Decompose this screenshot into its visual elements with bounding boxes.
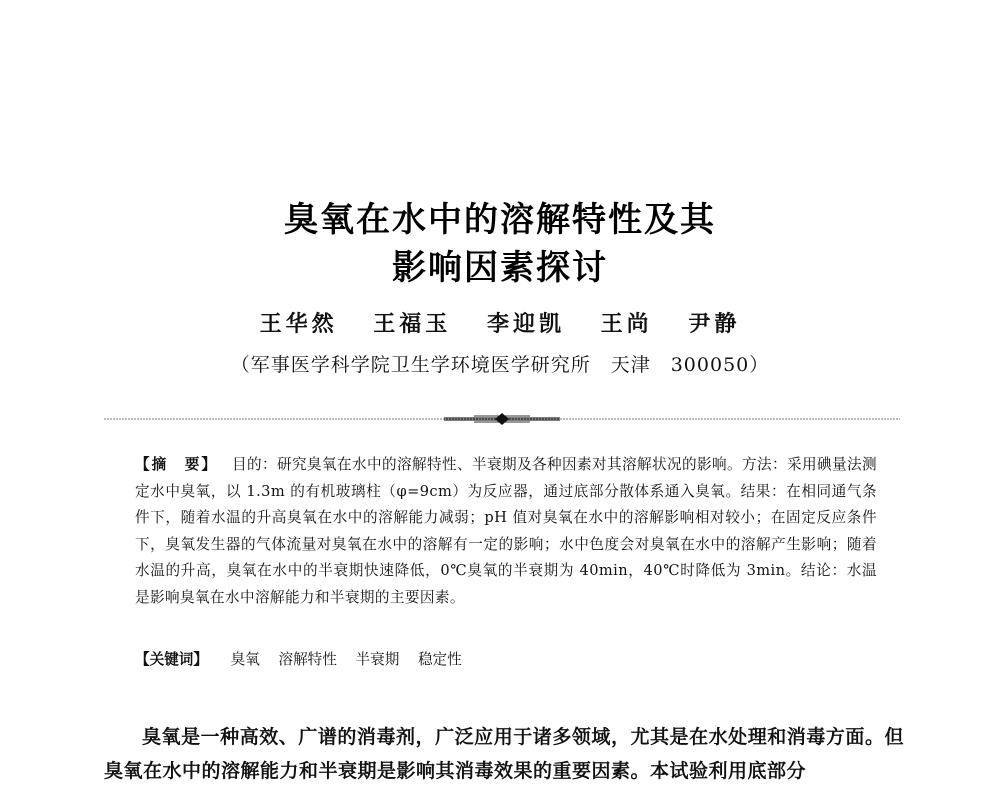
author-name: 李迎凯 [486,311,565,337]
abstract [135,452,877,612]
author-list [0,307,1000,338]
author-name: 王尚 [600,311,653,337]
keyword: 臭氧 [230,651,260,668]
paper-title-line-1: 臭氧在水中的溶解特性及其 [284,200,716,240]
keywords [135,647,877,673]
body-paragraph: 臭氧是一种高效、广谱的消毒剂，广泛应用于诸多领域，尤其是在水处理和消毒方面。但臭氧在水中的溶解能力和半衰期是影响其消毒效果的重要因素。本试验利用底部分 [104,726,904,782]
paper-title-line-2: 影响因素探讨 [392,248,608,288]
section-divider [104,412,900,426]
divider-ornament-icon [104,412,900,426]
author-name: 尹静 [688,311,741,337]
keywords-label: 【关键词】 [135,651,208,668]
abstract-text: 目的：研究臭氧在水中的溶解特性、半衰期及各种因素对其溶解状况的影响。方法：采用碘量法测定水中臭氧，以 1.3m 的有机玻璃柱（φ=9cm）为反应器，通过底部分散体系通入臭氧。结果：在相同通气条件下，随着水温的升高臭氧在水中的溶解能力减弱；pH 值对臭氧在水中的溶解影响相对较小；在固定反应条件下，臭氧发生器的气体流量对臭氧在水中的溶解有一定的影响；水中色度会对臭氧在水中的溶解产生影响；随着水温的升高，臭氧在水中的半衰期快速降低，0℃臭氧的半衰期为 40min，40℃时降低为 3min。结论：水温是影响臭氧在水中溶解能力和半衰期的主要因素。 [135,456,877,606]
author-name: 王华然 [259,311,338,337]
author-name: 王福玉 [373,311,452,337]
keyword: 稳定性 [417,651,462,668]
affiliation: （军事医学科学院卫生学环境医学研究所 天津 300050） [230,354,770,376]
keyword: 溶解特性 [278,651,337,668]
abstract-label: 【摘 要】 [135,456,218,473]
keyword: 半衰期 [355,651,400,668]
